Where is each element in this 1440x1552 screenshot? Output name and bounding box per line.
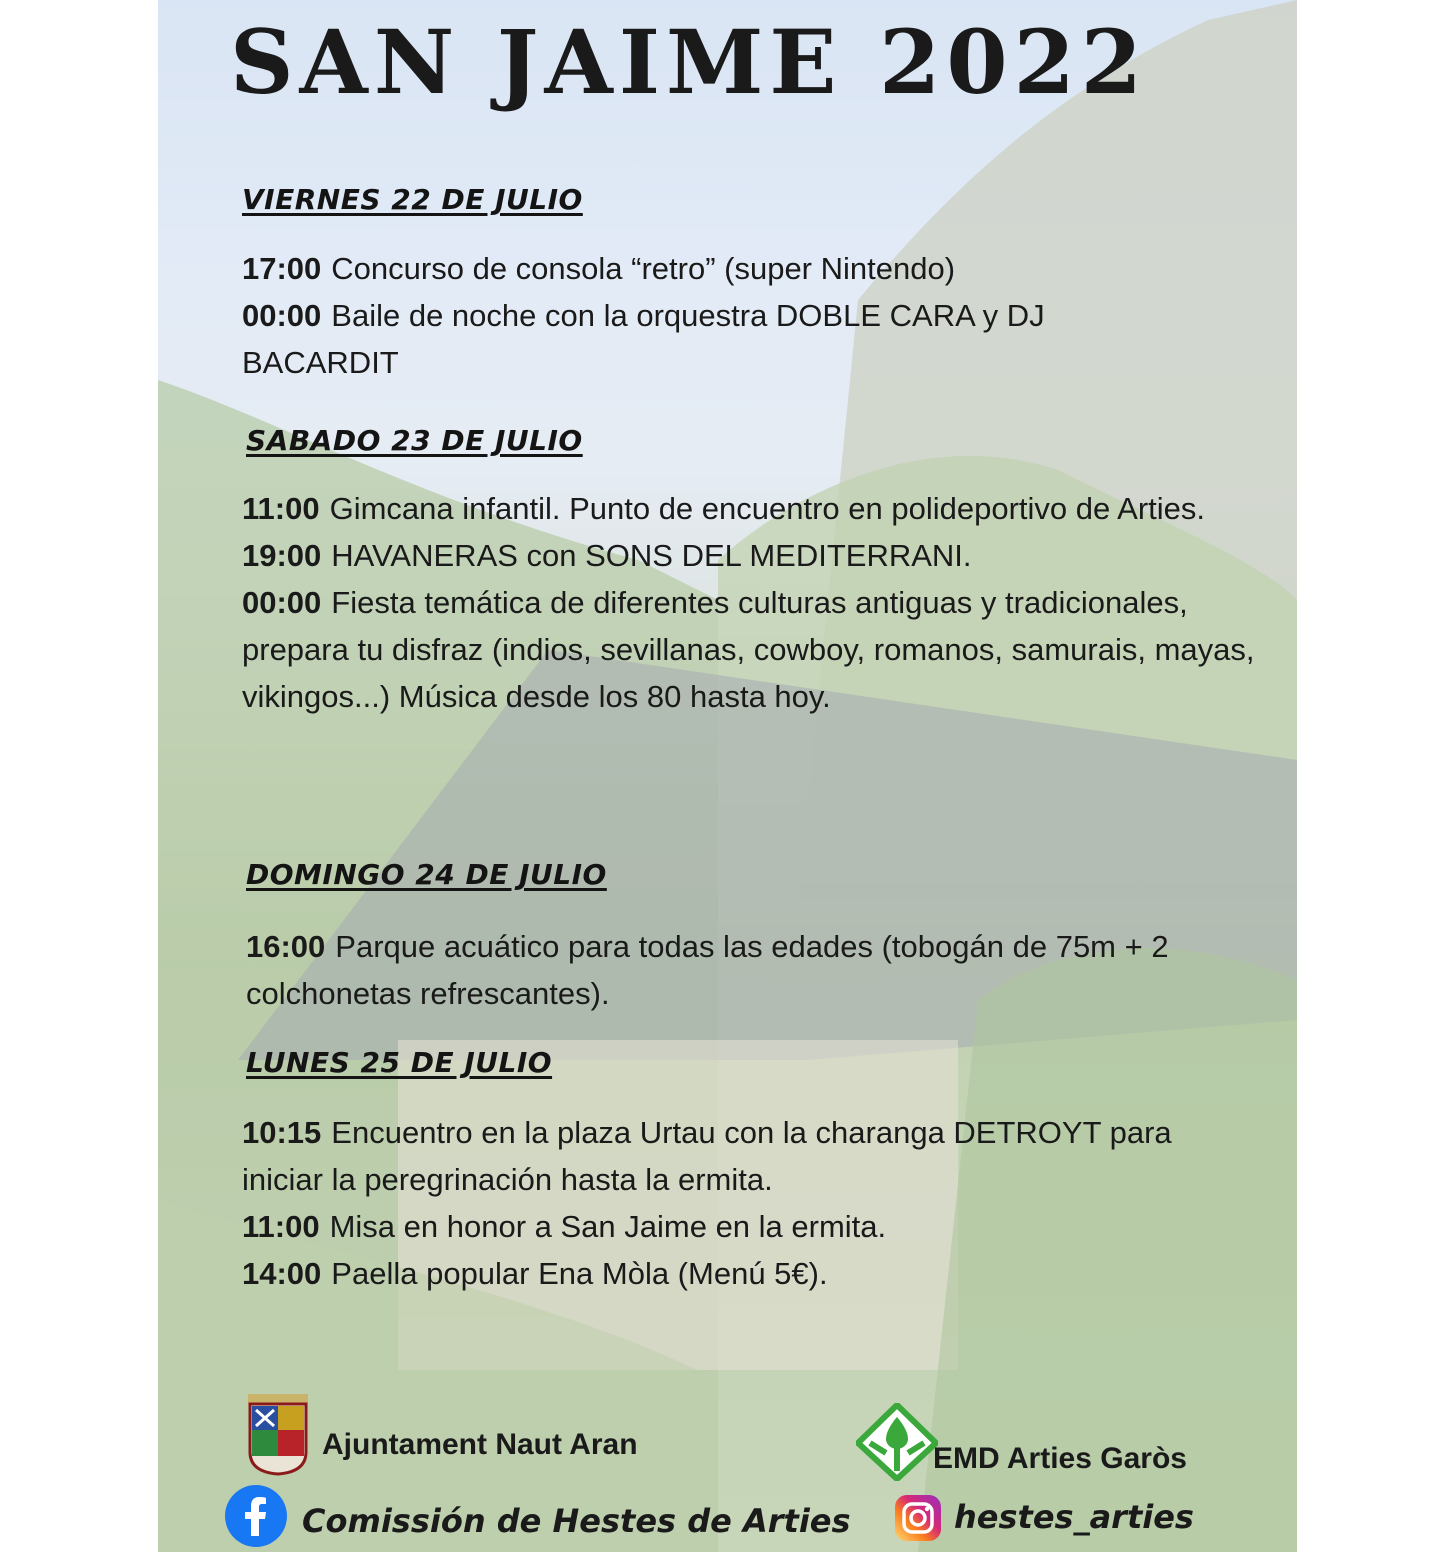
event-item — [246, 923, 1286, 1017]
event-text: HAVANERAS con SONS DEL MEDITERRANI. — [331, 538, 972, 573]
event-time: 11:00 — [242, 1209, 320, 1244]
instagram-icon[interactable] — [894, 1494, 942, 1542]
facebook-page-label[interactable]: Comissión de Hestes de Arties — [302, 1502, 851, 1540]
event-time: 19:00 — [242, 538, 322, 573]
event-time: 17:00 — [242, 251, 322, 286]
event-text: Misa en honor a San Jaime en la ermita. — [329, 1209, 887, 1244]
event-list-viernes — [242, 245, 1282, 386]
event-list-domingo — [246, 923, 1286, 1017]
event-poster — [158, 0, 1297, 1552]
poster-title: SAN JAIME 2022 — [230, 10, 1149, 114]
event-item — [242, 292, 1062, 386]
event-item — [242, 1109, 1202, 1203]
event-time: 16:00 — [246, 929, 326, 964]
day-heading-lunes: LUNES 25 DE JULIO — [246, 1046, 553, 1079]
event-text: Encuentro en la plaza Urtau con la charanga DETROYT para iniciar la peregrinación hasta la ermita. — [242, 1115, 1172, 1197]
event-time: 00:00 — [242, 298, 322, 333]
event-item — [242, 532, 1282, 579]
event-item — [242, 1250, 1282, 1297]
event-item — [242, 485, 1282, 532]
event-text: Paella popular Ena Mòla (Menú 5€). — [331, 1256, 828, 1291]
light-overlay — [158, 0, 1297, 1552]
event-time: 00:00 — [242, 585, 322, 620]
day-heading-viernes: VIERNES 22 DE JULIO — [242, 183, 583, 216]
event-text: Gimcana infantil. Punto de encuentro en polideportivo de Arties. — [329, 491, 1206, 526]
event-time: 10:15 — [242, 1115, 322, 1150]
emd-label: EMD Arties Garòs — [933, 1442, 1187, 1475]
event-item — [242, 1203, 1282, 1250]
day-heading-sabado: SABADO 23 DE JULIO — [246, 424, 583, 457]
event-text: Concurso de consola “retro” (super Nintendo) — [331, 251, 956, 286]
event-item — [242, 579, 1282, 720]
event-text: Fiesta temática de diferentes culturas antiguas y tradicionales, prepara tu disfraz (indios, sevillanas, cowboy, romanos, samurais, mayas, vikingos...) Música desde los 80 hasta hoy. — [242, 585, 1255, 714]
event-text: Baile de noche con la orquestra DOBLE CARA y DJ BACARDIT — [242, 298, 1045, 380]
ajuntament-label: Ajuntament Naut Aran — [322, 1428, 638, 1461]
instagram-handle[interactable]: hestes_arties — [954, 1498, 1194, 1536]
day-heading-domingo: DOMINGO 24 DE JULIO — [246, 858, 607, 891]
emd-logo-icon — [856, 1403, 938, 1481]
event-list-lunes — [242, 1109, 1282, 1297]
event-text: Parque acuático para todas las edades (tobogán de 75m + 2 colchonetas refrescantes). — [246, 929, 1169, 1011]
coat-of-arms-icon — [246, 1390, 310, 1476]
event-time: 14:00 — [242, 1256, 322, 1291]
event-item — [242, 245, 1282, 292]
event-time: 11:00 — [242, 491, 320, 526]
event-list-sabado — [242, 485, 1282, 720]
facebook-icon[interactable] — [224, 1484, 288, 1548]
